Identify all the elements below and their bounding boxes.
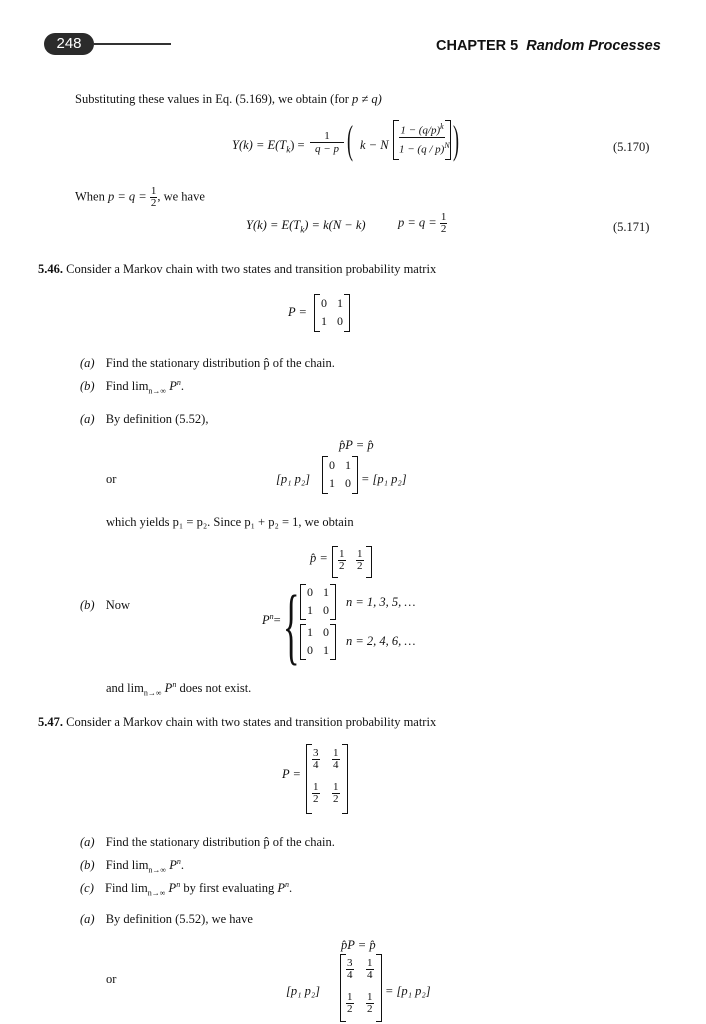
p546-odd-cond: n = 1, 3, 5, …	[346, 595, 416, 609]
frac-den: 4	[333, 759, 339, 771]
limit-text: and lim	[106, 681, 144, 696]
matrix-cell: 1	[307, 625, 313, 639]
p546-Pn-label	[262, 612, 281, 628]
part-text: Find lim	[105, 858, 149, 873]
big-paren-close: )	[453, 117, 459, 162]
p546-even-cond: n = 2, 4, 6, …	[346, 634, 416, 648]
eq170-den	[399, 141, 450, 156]
p546-yields: which yields p₁ = p₂. Since p₁ + p₂ = 1, we obtain	[106, 515, 354, 529]
bracket-right	[366, 546, 372, 578]
phat-entry	[338, 549, 346, 572]
part-label: (a)	[80, 835, 95, 849]
Pn-P: P	[262, 613, 270, 628]
limit-tail: P	[169, 858, 177, 873]
eq171-rhs: ) = k(N − k)	[304, 218, 366, 232]
matrix-cell: 1	[337, 296, 343, 310]
limit-end: does not exist.	[179, 681, 252, 696]
p547-M-matrix	[340, 954, 382, 1022]
big-brace: {	[283, 577, 300, 673]
p546-M-even	[300, 624, 336, 660]
frac-den: 4	[367, 969, 373, 981]
p546-P-label: P =	[288, 305, 307, 319]
eq171-lhs: Y(k) = E(T	[246, 218, 301, 232]
matrix-frac	[346, 992, 354, 1015]
frac-num: 3	[313, 747, 319, 759]
matrix-cell: 0	[307, 585, 313, 599]
limit-exp: n	[176, 378, 181, 387]
p547-eq-row-vec: = [p₁ p₂]	[385, 984, 431, 998]
bracket-right	[376, 954, 382, 1022]
limit-exp: n	[172, 680, 177, 689]
p547-P-matrix	[306, 744, 348, 814]
limit-sub: n→∞	[148, 865, 167, 875]
frac-num: 1	[367, 991, 373, 1003]
part-text: Find the stationary distribution p̂ of the chain.	[105, 356, 335, 370]
p547-or: or	[106, 972, 117, 986]
c-end-exp: n	[285, 880, 290, 889]
frac-num: 3	[347, 957, 353, 969]
c-end: P	[277, 881, 286, 896]
c-dot: .	[289, 881, 293, 896]
eq170-fraction	[310, 130, 344, 155]
p547-part-a	[80, 835, 335, 850]
matrix-frac	[346, 958, 354, 981]
p546-P-matrix	[314, 294, 350, 332]
eq-5-171	[246, 218, 366, 235]
eq170-sub: k	[286, 144, 291, 155]
frac-den: 2	[367, 1003, 373, 1015]
bracket-right	[445, 120, 451, 160]
eq171-half-num: 1	[440, 211, 447, 223]
matrix-cell: 0	[337, 314, 343, 328]
eq170-den-text: 1 − (q / p)	[399, 143, 445, 156]
limit-tail: P	[164, 681, 173, 696]
frac-num: 1	[367, 957, 373, 969]
frac-den: 4	[347, 969, 353, 981]
Pn-eq: =	[273, 613, 281, 628]
part-text: Find the stationary distribution p̂ of the chain.	[105, 835, 335, 849]
limit-tail: P	[168, 881, 177, 896]
matrix-frac	[332, 782, 340, 805]
eq170-one: 1	[310, 130, 344, 143]
eq170-num-text: 1 − (q/p)	[400, 124, 441, 137]
eq170-num	[399, 122, 445, 138]
p547-P-label: P =	[282, 767, 301, 781]
matrix-cell: 1	[329, 476, 335, 490]
matrix-cell: 1	[323, 643, 329, 657]
p547-part-c	[80, 880, 292, 898]
p546-row-vec: [p₁ p₂]	[276, 472, 311, 486]
p546-or: or	[106, 472, 117, 486]
chapter-title: Random Processes	[526, 38, 661, 54]
limit-dot: .	[180, 858, 185, 873]
when-sentence	[75, 186, 205, 209]
p546-M-odd	[300, 584, 336, 620]
eq170-bracket-term	[393, 120, 451, 160]
part-label: (a)	[80, 912, 95, 926]
p546-part-a	[80, 356, 335, 371]
part-label: (a)	[80, 356, 95, 370]
matrix-cell: 0	[321, 296, 327, 310]
limit-tail: P	[169, 379, 177, 394]
p546-solution-b	[80, 598, 130, 613]
limit-exp: n	[176, 880, 181, 889]
eq-number-5-171: (5.171)	[613, 220, 650, 234]
p547-pP-eq: p̂P = p̂	[341, 938, 376, 952]
half-den: 2	[150, 197, 157, 209]
part-label: (b)	[80, 379, 95, 394]
eq170-den-exp: N	[444, 141, 450, 150]
eq170-k: k − N	[360, 138, 389, 152]
frac-num: 1	[357, 548, 363, 560]
problem-number: 5.46.	[38, 262, 63, 276]
eq-number-5-170: (5.170)	[613, 140, 650, 154]
matrix-cell: 0	[323, 625, 329, 639]
p546-phat-eq: p̂ =	[310, 551, 328, 565]
frac-num: 1	[333, 781, 339, 793]
frac-den: 2	[357, 560, 363, 572]
matrix-cell: 0	[307, 643, 313, 657]
part-text: Now	[105, 598, 131, 612]
p547-solution-a	[80, 912, 253, 927]
eq170-qmp: q − p	[315, 143, 339, 155]
matrix-cell: 1	[307, 603, 313, 617]
limit-sub: n→∞	[148, 386, 167, 396]
Pn-exp: n	[269, 612, 274, 621]
matrix-frac	[312, 748, 320, 771]
frac-den: 2	[333, 793, 339, 805]
frac-num: 1	[313, 781, 319, 793]
eq-5-170-lhs	[232, 138, 305, 155]
p546-M-matrix	[322, 456, 358, 494]
frac-num: 1	[347, 991, 353, 1003]
part-text: By definition (5.52),	[105, 412, 209, 426]
subst-text: Substituting these values in Eq. (5.169), we obtain (for	[75, 92, 349, 106]
page-number: 248	[56, 35, 82, 52]
part-label: (b)	[80, 858, 95, 873]
eq171-cond-text: p = q =	[398, 215, 437, 230]
matrix-cell: 1	[321, 314, 327, 328]
matrix-frac	[366, 958, 374, 981]
eq170-mid: ) =	[290, 138, 305, 152]
half-num: 1	[150, 185, 157, 197]
frac-den: 2	[339, 560, 345, 572]
part-label: (b)	[80, 598, 95, 612]
matrix-cell: 1	[345, 458, 351, 472]
p547-part-b	[80, 857, 184, 875]
page-number-badge	[44, 33, 94, 55]
frac-den: 2	[347, 1003, 353, 1015]
p546-solution-a	[80, 412, 208, 427]
p546-phat-vector	[332, 546, 372, 578]
eq171-sub: k	[300, 224, 305, 235]
limit-sub: n→∞	[147, 888, 166, 898]
substitution-sentence	[75, 92, 382, 107]
p546-limit-sentence	[106, 680, 251, 698]
eq171-half	[440, 212, 448, 235]
matrix-frac	[332, 748, 340, 771]
phat-entry	[356, 549, 364, 572]
matrix-cell: 1	[323, 585, 329, 599]
p546-pP-eq: p̂P = p̂	[339, 438, 374, 452]
part-label: (c)	[80, 881, 94, 896]
c-mid: by first evaluating	[183, 881, 275, 896]
problem-text: Consider a Markov chain with two states and transition probability matrix	[66, 262, 437, 276]
limit-sub: n→∞	[143, 688, 162, 698]
frac-num: 1	[339, 548, 345, 560]
part-text: Find lim	[105, 379, 149, 394]
matrix-cell: 0	[329, 458, 335, 472]
when-expr: p = q =	[107, 189, 147, 204]
chapter-label: CHAPTER 5	[436, 38, 519, 54]
frac-den: 4	[313, 759, 319, 771]
matrix-cell: 0	[345, 476, 351, 490]
part-text: Find lim	[105, 881, 148, 896]
frac-den: 2	[313, 793, 319, 805]
eq170-lhs-text: Y(k) = E(T	[232, 138, 287, 152]
matrix-cell: 0	[323, 603, 329, 617]
problem-text: Consider a Markov chain with two states and transition probability matrix	[66, 715, 437, 729]
limit-exp: n	[176, 857, 181, 866]
p547-row-vec: [p₁ p₂]	[286, 984, 321, 998]
p546-eq-row-vec: = [p₁ p₂]	[361, 472, 407, 486]
problem-number: 5.47.	[38, 715, 63, 729]
part-label: (a)	[80, 412, 95, 426]
when-text: When	[75, 189, 105, 204]
problem-5-46-statement	[38, 262, 436, 277]
chapter-heading	[436, 38, 661, 54]
subst-condition: p ≠ q)	[352, 92, 382, 106]
bracket-right	[342, 744, 348, 814]
when-tail: , we have	[157, 189, 205, 204]
eq171-half-den: 2	[440, 223, 447, 235]
eq171-condition	[398, 212, 447, 235]
big-paren-open: (	[347, 117, 353, 162]
matrix-frac	[366, 992, 374, 1015]
header-rule	[94, 43, 171, 45]
matrix-frac	[312, 782, 320, 805]
problem-5-47-statement	[38, 715, 436, 730]
eq170-num-exp: k	[440, 122, 444, 131]
part-text: By definition (5.52), we have	[105, 912, 253, 926]
p546-part-b	[80, 378, 184, 396]
frac-num: 1	[333, 747, 339, 759]
limit-dot: .	[180, 379, 185, 394]
